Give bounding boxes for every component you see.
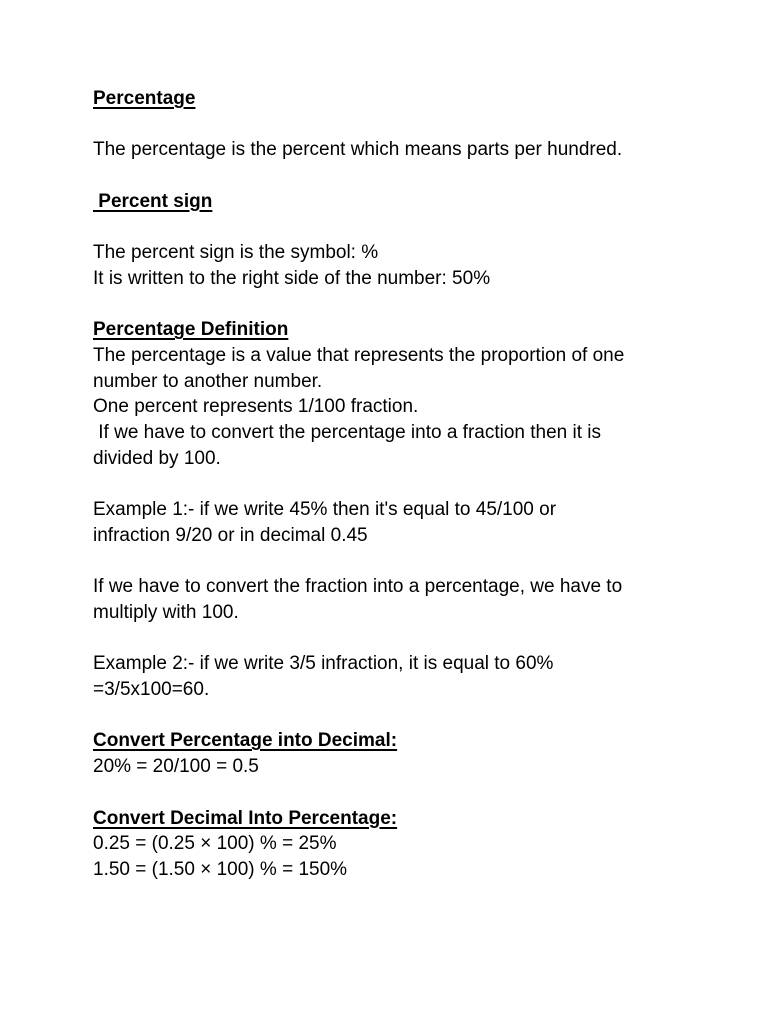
spacer	[93, 626, 713, 652]
percent-sign-line-1: The percent sign is the symbol: %	[93, 242, 379, 264]
example-1-line-2: infraction 9/20 or in decimal 0.45	[93, 524, 368, 546]
definition-line-1: The percentage is a value that represents the proportion of one	[93, 344, 625, 366]
conversion-line-2: multiply with 100.	[93, 601, 239, 623]
to-percentage-line-2: 1.50 = (1.50 × 100) % = 150%	[93, 858, 348, 880]
spacer	[93, 214, 713, 240]
heading-percentage-definition: Percentage Definition	[93, 319, 289, 341]
example-2-line-1: Example 2:- if we write 3/5 infraction, it is equal to 60%	[93, 653, 554, 675]
document-page	[93, 86, 713, 883]
definition-line-4: If we have to convert the percentage into a fraction then it is	[93, 422, 602, 444]
to-percentage-line-1: 0.25 = (0.25 × 100) % = 25%	[93, 833, 337, 855]
heading-convert-to-percentage: Convert Decimal Into Percentage:	[93, 807, 398, 829]
intro-text: The percentage is the percent which means parts per hundred.	[93, 139, 623, 161]
spacer	[93, 163, 713, 189]
definition-line-2: number to another number.	[93, 370, 323, 392]
spacer	[93, 471, 713, 497]
definition-line-3: One percent represents 1/100 fraction.	[93, 396, 419, 418]
spacer	[93, 112, 713, 138]
spacer	[93, 292, 713, 318]
spacer	[93, 703, 713, 729]
conversion-line-1: If we have to convert the fraction into a percentage, we have to	[93, 576, 623, 598]
example-1-line-1: Example 1:- if we write 45% then it's equal to 45/100 or	[93, 499, 557, 521]
example-2-line-2: =3/5x100=60.	[93, 679, 210, 701]
heading-percentage: Percentage	[93, 88, 196, 109]
percent-sign-line-2: It is written to the right side of the number: 50%	[93, 267, 491, 289]
spacer	[93, 780, 713, 806]
heading-convert-to-decimal: Convert Percentage into Decimal:	[93, 730, 398, 752]
to-decimal-line-1: 20% = 20/100 = 0.5	[93, 756, 259, 778]
heading-percent-sign: Percent sign	[93, 190, 213, 212]
definition-line-5: divided by 100.	[93, 447, 221, 469]
spacer	[93, 549, 713, 575]
